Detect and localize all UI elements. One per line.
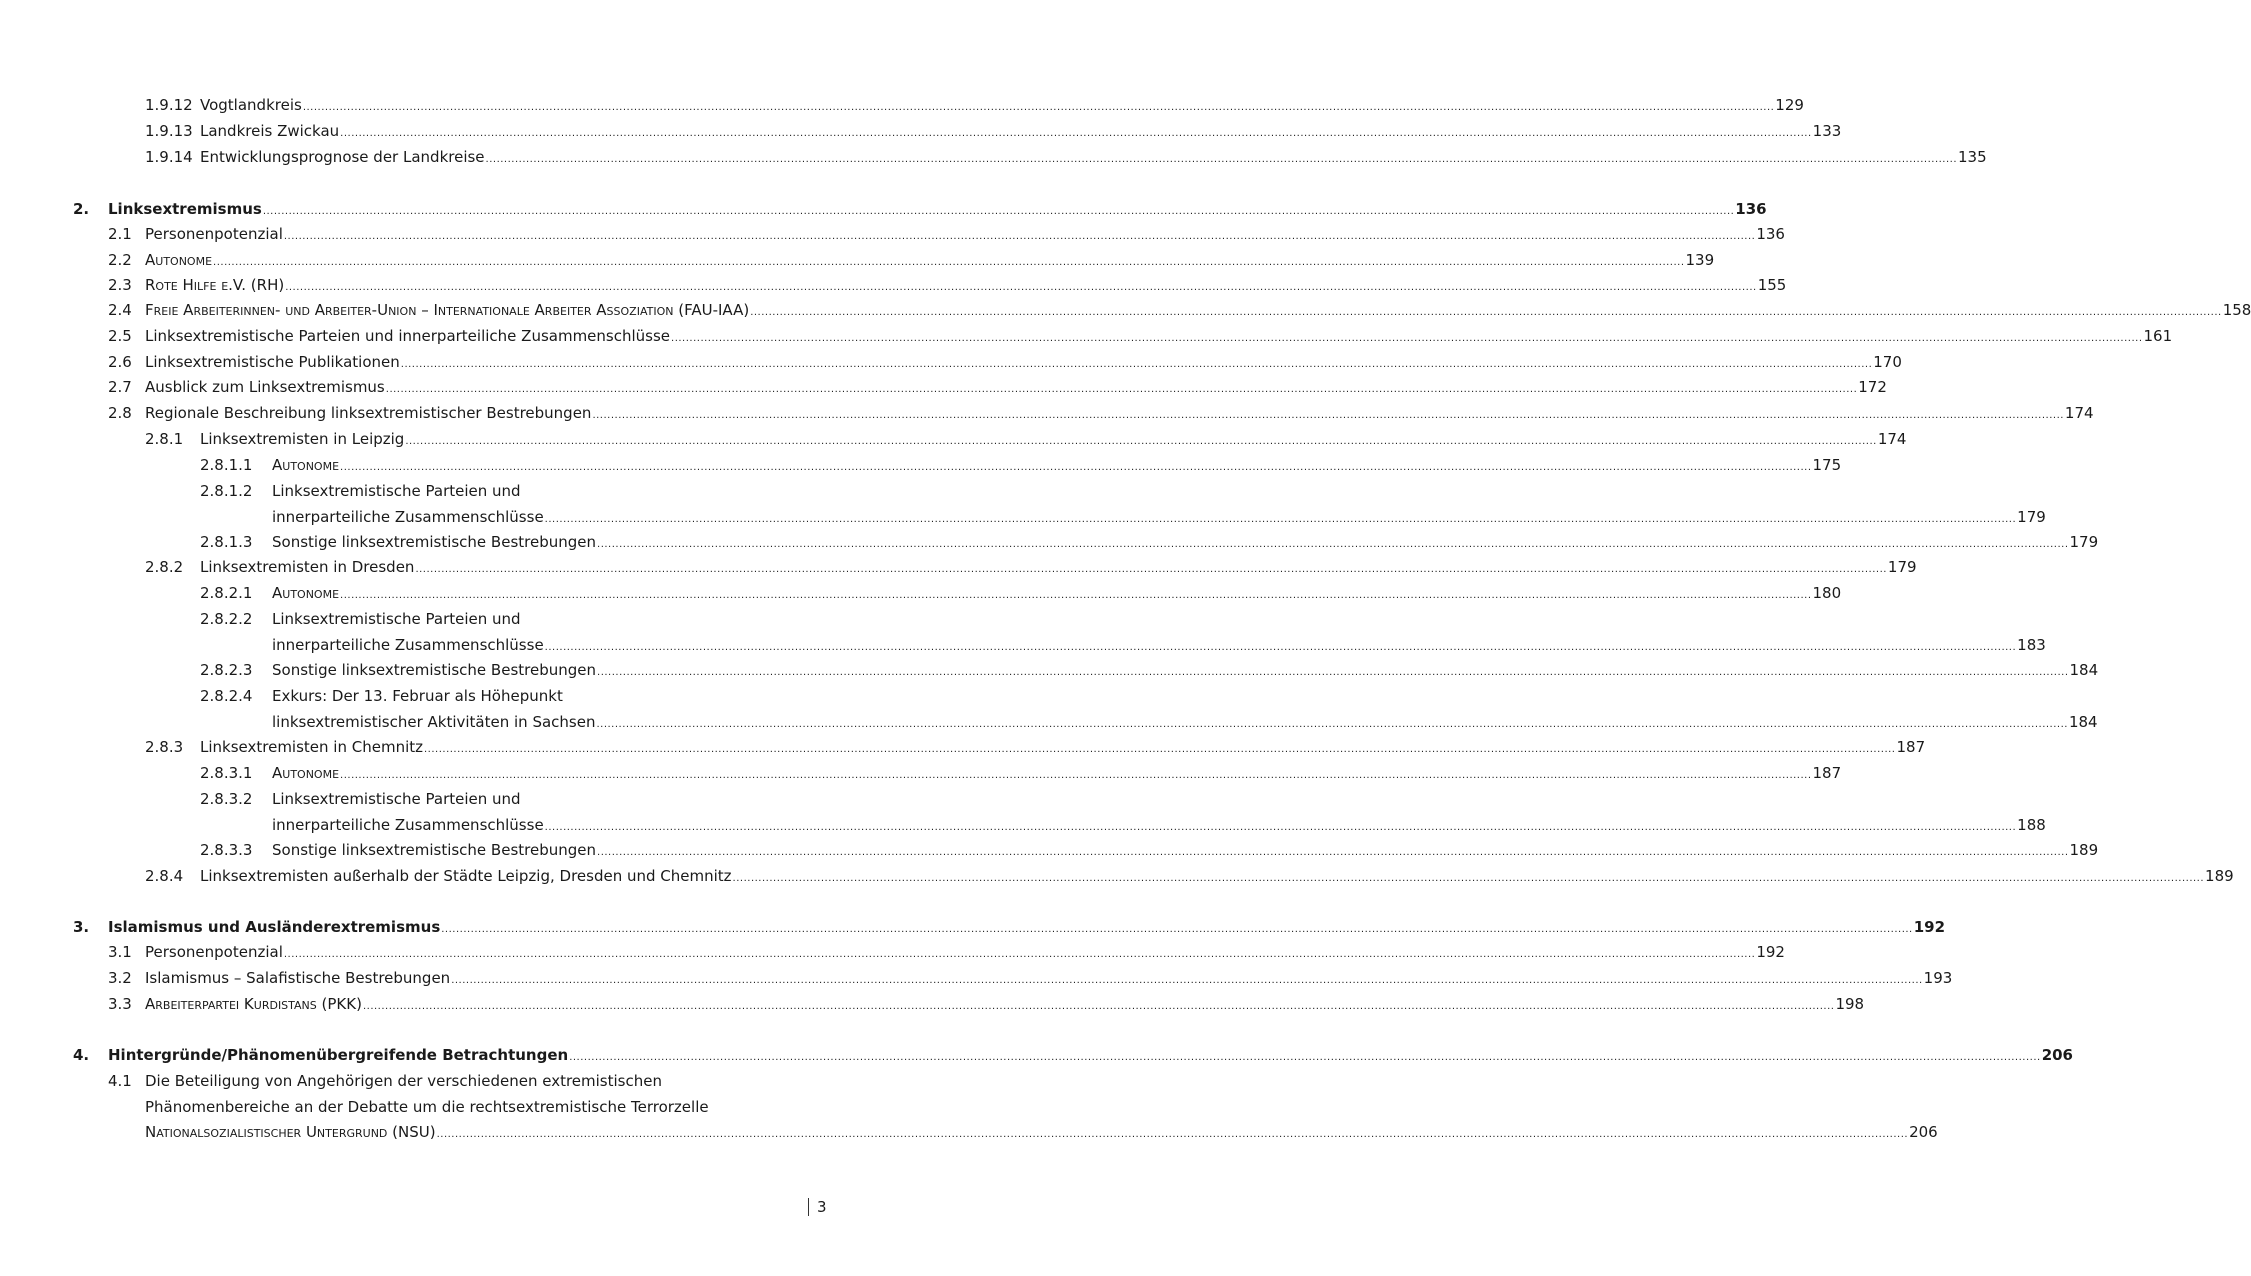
toc-entry-number: 2.6 [108, 353, 132, 371]
toc-entry[interactable] [73, 916, 1946, 938]
toc-entry-title: Linksextremistische Parteien und [272, 610, 521, 628]
toc-entry-page: 189 [2205, 867, 2234, 885]
dot-leader: ................................................................................................................................................................................................................................................................................................................................................................................................................ [340, 770, 1812, 781]
toc-entry-page: 179 [2017, 507, 2046, 526]
dot-leader: ................................................................................................................................................................................................................................................................................................................................................................................................................ [340, 462, 1812, 473]
toc-entry-title: Linksextremistische Publikationen [145, 353, 400, 371]
dot-leader: ................................................................................................................................................................................................................................................................................................................................................................................................................ [596, 718, 2068, 730]
toc-entry[interactable] [108, 1070, 1938, 1142]
toc-entry-number: 2.8.2.3 [200, 661, 253, 679]
dot-leader: ................................................................................................................................................................................................................................................................................................................................................................................................................ [283, 949, 1756, 960]
toc-entry[interactable] [145, 736, 1926, 758]
dot-leader: ................................................................................................................................................................................................................................................................................................................................................................................................................ [362, 1001, 1835, 1012]
toc-entry-page: 129 [1775, 96, 1804, 114]
toc-entry-title: Die Beteiligung von Angehörigen der verschiedenen extremistischen [145, 1072, 662, 1090]
toc-entry[interactable] [108, 274, 1787, 296]
dot-leader: ................................................................................................................................................................................................................................................................................................................................................................................................................ [302, 102, 1775, 113]
toc-entry-page: 139 [1685, 251, 1715, 269]
toc-entry-title: Exkurs: Der 13. Februar als Höhepunkt [272, 687, 563, 705]
dot-leader: ................................................................................................................................................................................................................................................................................................................................................................................................................ [597, 847, 2069, 858]
toc-entry-number: 3. [73, 918, 90, 936]
toc-entry-page: 193 [1923, 969, 1953, 987]
toc-entry-title: Autonome [272, 764, 340, 782]
toc-entry[interactable] [200, 454, 1842, 476]
dot-leader: ................................................................................................................................................................................................................................................................................................................................................................................................................ [451, 975, 1923, 986]
toc-entry[interactable] [200, 531, 2099, 553]
toc-entry[interactable] [108, 376, 1887, 398]
toc-entry-page: 133 [1812, 122, 1842, 140]
dot-leader: ................................................................................................................................................................................................................................................................................................................................................................................................................ [732, 873, 2205, 884]
toc-entry-title: Sonstige linksextremistische Bestrebungen [272, 533, 597, 551]
toc-entry[interactable] [145, 865, 2234, 887]
toc-entry-number: 2.1 [108, 225, 132, 243]
toc-entry[interactable] [145, 556, 1917, 578]
toc-entry[interactable] [145, 94, 1804, 116]
toc-entry-title: innerparteiliche Zusammenschlüsse [272, 815, 544, 834]
toc-entry-title: Islamismus – Salafistische Bestrebungen [145, 969, 451, 987]
toc-entry-number: 2.8 [108, 404, 132, 422]
toc-entry-title: Islamismus und Ausländerextremismus [108, 918, 441, 936]
toc-entry-title: Arbeiterpartei Kurdistans (PKK) [145, 995, 362, 1013]
toc-entry-page: 183 [2017, 635, 2046, 654]
toc-entry-page: 198 [1835, 995, 1865, 1013]
toc-entry[interactable] [108, 325, 2173, 347]
toc-entry[interactable] [108, 351, 1902, 373]
dot-leader: ................................................................................................................................................................................................................................................................................................................................................................................................................ [415, 564, 1887, 575]
toc-entry-number: 2.8.3.1 [200, 764, 253, 782]
toc-entry-page: 189 [2069, 841, 2099, 859]
dot-leader: ................................................................................................................................................................................................................................................................................................................................................................................................................ [385, 384, 1858, 395]
toc-entry-page: 161 [2143, 327, 2173, 345]
toc-entry[interactable] [73, 1044, 2073, 1066]
dot-leader: ................................................................................................................................................................................................................................................................................................................................................................................................................ [597, 539, 2069, 550]
toc-entry-title: Personenpotenzial [145, 225, 283, 243]
toc-entry[interactable] [145, 146, 1987, 168]
toc-entry[interactable] [145, 120, 1842, 142]
toc-entry-title: Autonome [272, 584, 340, 602]
dot-leader: ................................................................................................................................................................................................................................................................................................................................................................................................................ [592, 410, 2064, 421]
toc-entry-number: 3.1 [108, 943, 132, 961]
toc-entry-page: 155 [1757, 276, 1787, 294]
toc-entry-title: Rote Hilfe e.V. (RH) [145, 276, 285, 294]
toc-entry-number: 2.4 [108, 301, 132, 319]
dot-leader: ................................................................................................................................................................................................................................................................................................................................................................................................................ [285, 282, 1757, 293]
toc-entry-number: 2.3 [108, 276, 132, 294]
dot-leader: ................................................................................................................................................................................................................................................................................................................................................................................................................ [283, 231, 1756, 242]
toc-entry[interactable] [200, 582, 1842, 604]
toc-entry-page: 174 [2064, 404, 2094, 422]
toc-entry-number: 2.8.2 [145, 558, 184, 576]
toc-entry-title: Linksextremistische Parteien und innerparteiliche Zusammenschlüsse [145, 327, 671, 345]
toc-entry[interactable] [200, 659, 2099, 681]
toc-entry[interactable] [200, 788, 2046, 834]
dot-leader: ................................................................................................................................................................................................................................................................................................................................................................................................................ [597, 667, 2069, 678]
toc-entry[interactable] [108, 299, 2251, 321]
toc-entry[interactable] [200, 608, 2046, 654]
toc-entry-title: Personenpotenzial [145, 943, 283, 961]
toc-entry-number: 2. [73, 200, 90, 218]
toc-entry-title: Linksextremisten in Chemnitz [200, 738, 423, 756]
toc-entry-page: 158 [2222, 301, 2251, 319]
dot-leader: ................................................................................................................................................................................................................................................................................................................................................................................................................ [405, 436, 1877, 447]
toc-entry-title: Autonome [272, 456, 340, 474]
toc-entry-page: 192 [1913, 918, 1946, 936]
toc-entry-page: 187 [1896, 738, 1926, 756]
toc-entry-page: 184 [2069, 661, 2099, 679]
toc-entry[interactable] [200, 480, 2046, 526]
toc-entry-title: Nationalsozialistischer Untergrund (NSU) [145, 1123, 436, 1142]
dot-leader: ................................................................................................................................................................................................................................................................................................................................................................................................................ [213, 257, 1685, 268]
toc-entry-number: 2.2 [108, 251, 132, 269]
toc-entry-title: Vogtlandkreis [200, 96, 302, 114]
toc-entry-title: Regionale Beschreibung linksextremistischer Bestrebungen [145, 404, 592, 422]
toc-entry-page: 174 [1877, 430, 1907, 448]
toc-entry-title: Linksextremistische Parteien und [272, 790, 521, 808]
toc-entry-page: 206 [1909, 1123, 1938, 1142]
toc-entry-number: 4.1 [108, 1072, 132, 1090]
toc-entry-page: 180 [1812, 584, 1842, 602]
toc-entry[interactable] [108, 993, 1865, 1015]
toc-entry-number: 2.8.2.2 [200, 610, 253, 628]
toc-entry-number: 2.8.3.2 [200, 790, 253, 808]
toc-entry-title: Sonstige linksextremistische Bestrebungen [272, 661, 597, 679]
toc-entry-page: 175 [1812, 456, 1842, 474]
toc-entry-page: 136 [1735, 200, 1767, 218]
toc-entry-title: Linksextremistische Parteien und [272, 482, 521, 500]
toc-entry[interactable] [200, 839, 2099, 861]
toc-entry[interactable] [108, 967, 1953, 989]
toc-entry-title: Sonstige linksextremistische Bestrebungen [272, 841, 597, 859]
toc-entry-number: 2.8.3.3 [200, 841, 253, 859]
toc-entry[interactable] [145, 428, 1907, 450]
dot-leader: ................................................................................................................................................................................................................................................................................................................................................................................................................ [340, 590, 1812, 601]
toc-entry-page: 136 [1756, 225, 1785, 243]
toc-entry-title: Linksextremismus [108, 200, 262, 218]
dot-leader: ................................................................................................................................................................................................................................................................................................................................................................................................................ [485, 154, 1958, 165]
toc-entry-page: 170 [1873, 353, 1902, 371]
toc-entry-title: Phänomenbereiche an der Debatte um die rechtsextremistische Terrorzelle [145, 1097, 709, 1116]
toc-entry-title: innerparteiliche Zusammenschlüsse [272, 635, 544, 654]
toc-entry-title: Ausblick zum Linksextremismus [145, 378, 385, 396]
dot-leader: ................................................................................................................................................................................................................................................................................................................................................................................................................ [569, 1052, 2041, 1063]
toc-entry-number: 3.2 [108, 969, 132, 987]
toc-entry-number: 2.8.1.3 [200, 533, 253, 551]
toc-entry-number: 2.8.1 [145, 430, 184, 448]
toc-entry-number: 2.5 [108, 327, 132, 345]
toc-entry-number: 2.8.1.2 [200, 482, 253, 500]
toc-entry[interactable] [73, 198, 1767, 220]
toc-entry[interactable] [200, 762, 1842, 784]
toc-entry-number: 2.8.4 [145, 867, 184, 885]
dot-leader: ................................................................................................................................................................................................................................................................................................................................................................................................................ [544, 821, 2017, 833]
toc-entry-number: 1.9.12 [145, 96, 193, 114]
toc-entry-title: Landkreis Zwickau [200, 122, 340, 140]
toc-entry-title: Linksextremisten in Dresden [200, 558, 415, 576]
dot-leader: ................................................................................................................................................................................................................................................................................................................................................................................................................ [750, 307, 2222, 318]
dot-leader: ................................................................................................................................................................................................................................................................................................................................................................................................................ [544, 513, 2017, 525]
toc-entry-title: Freie Arbeiterinnen- und Arbeiter-Union – Internationale Arbeiter Assoziation (FAU-IAA) [145, 301, 750, 319]
toc-entry-title: Hintergründe/Phänomenübergreifende Betrachtungen [108, 1046, 569, 1064]
toc-entry-page: 188 [2017, 815, 2046, 834]
toc-entry-number: 3.3 [108, 995, 132, 1013]
dot-leader: ................................................................................................................................................................................................................................................................................................................................................................................................................ [671, 333, 2143, 344]
toc-entry-title: Autonome [145, 251, 213, 269]
dot-leader: ................................................................................................................................................................................................................................................................................................................................................................................................................ [340, 128, 1812, 139]
toc-entry-number: 2.8.3 [145, 738, 184, 756]
toc-entry-page: 172 [1858, 378, 1887, 396]
toc-entry-number: 2.8.2.4 [200, 687, 253, 705]
toc-entry[interactable] [108, 223, 1785, 245]
toc-entry[interactable] [108, 249, 1715, 271]
toc-entry[interactable] [200, 685, 2098, 731]
toc-entry-title: innerparteiliche Zusammenschlüsse [272, 507, 544, 526]
page-number: 3 [808, 1198, 827, 1216]
toc-entry-page: 179 [2069, 533, 2099, 551]
toc-entry-number: 1.9.13 [145, 122, 193, 140]
toc-entry-title: linksextremistischer Aktivitäten in Sachsen [272, 712, 596, 731]
toc-entry-number: 2.7 [108, 378, 132, 396]
dot-leader: ................................................................................................................................................................................................................................................................................................................................................................................................................ [262, 206, 1735, 217]
dot-leader: ................................................................................................................................................................................................................................................................................................................................................................................................................ [544, 641, 2017, 653]
dot-leader: ................................................................................................................................................................................................................................................................................................................................................................................................................ [436, 1129, 1909, 1141]
toc-entry-page: 135 [1958, 148, 1987, 166]
toc-entry-number: 1.9.14 [145, 148, 193, 166]
toc-entry[interactable] [108, 402, 2094, 424]
dot-leader: ................................................................................................................................................................................................................................................................................................................................................................................................................ [400, 359, 1873, 370]
dot-leader: ................................................................................................................................................................................................................................................................................................................................................................................................................ [424, 744, 1896, 755]
toc-entry-number: 2.8.2.1 [200, 584, 253, 602]
dot-leader: ................................................................................................................................................................................................................................................................................................................................................................................................................ [441, 924, 1913, 935]
toc-entry-page: 179 [1887, 558, 1917, 576]
toc-entry[interactable] [108, 941, 1785, 963]
toc-entry-page: 187 [1812, 764, 1842, 782]
toc-entry-page: 184 [2068, 712, 2098, 731]
toc-entry-title: Entwicklungsprognose der Landkreise [200, 148, 485, 166]
toc-entry-number: 4. [73, 1046, 90, 1064]
toc-entry-page: 192 [1756, 943, 1785, 961]
toc-entry-page: 206 [2041, 1046, 2073, 1064]
toc-entry-title: Linksextremisten außerhalb der Städte Leipzig, Dresden und Chemnitz [200, 867, 732, 885]
toc-entry-number: 2.8.1.1 [200, 456, 253, 474]
toc-entry-title: Linksextremisten in Leipzig [200, 430, 405, 448]
